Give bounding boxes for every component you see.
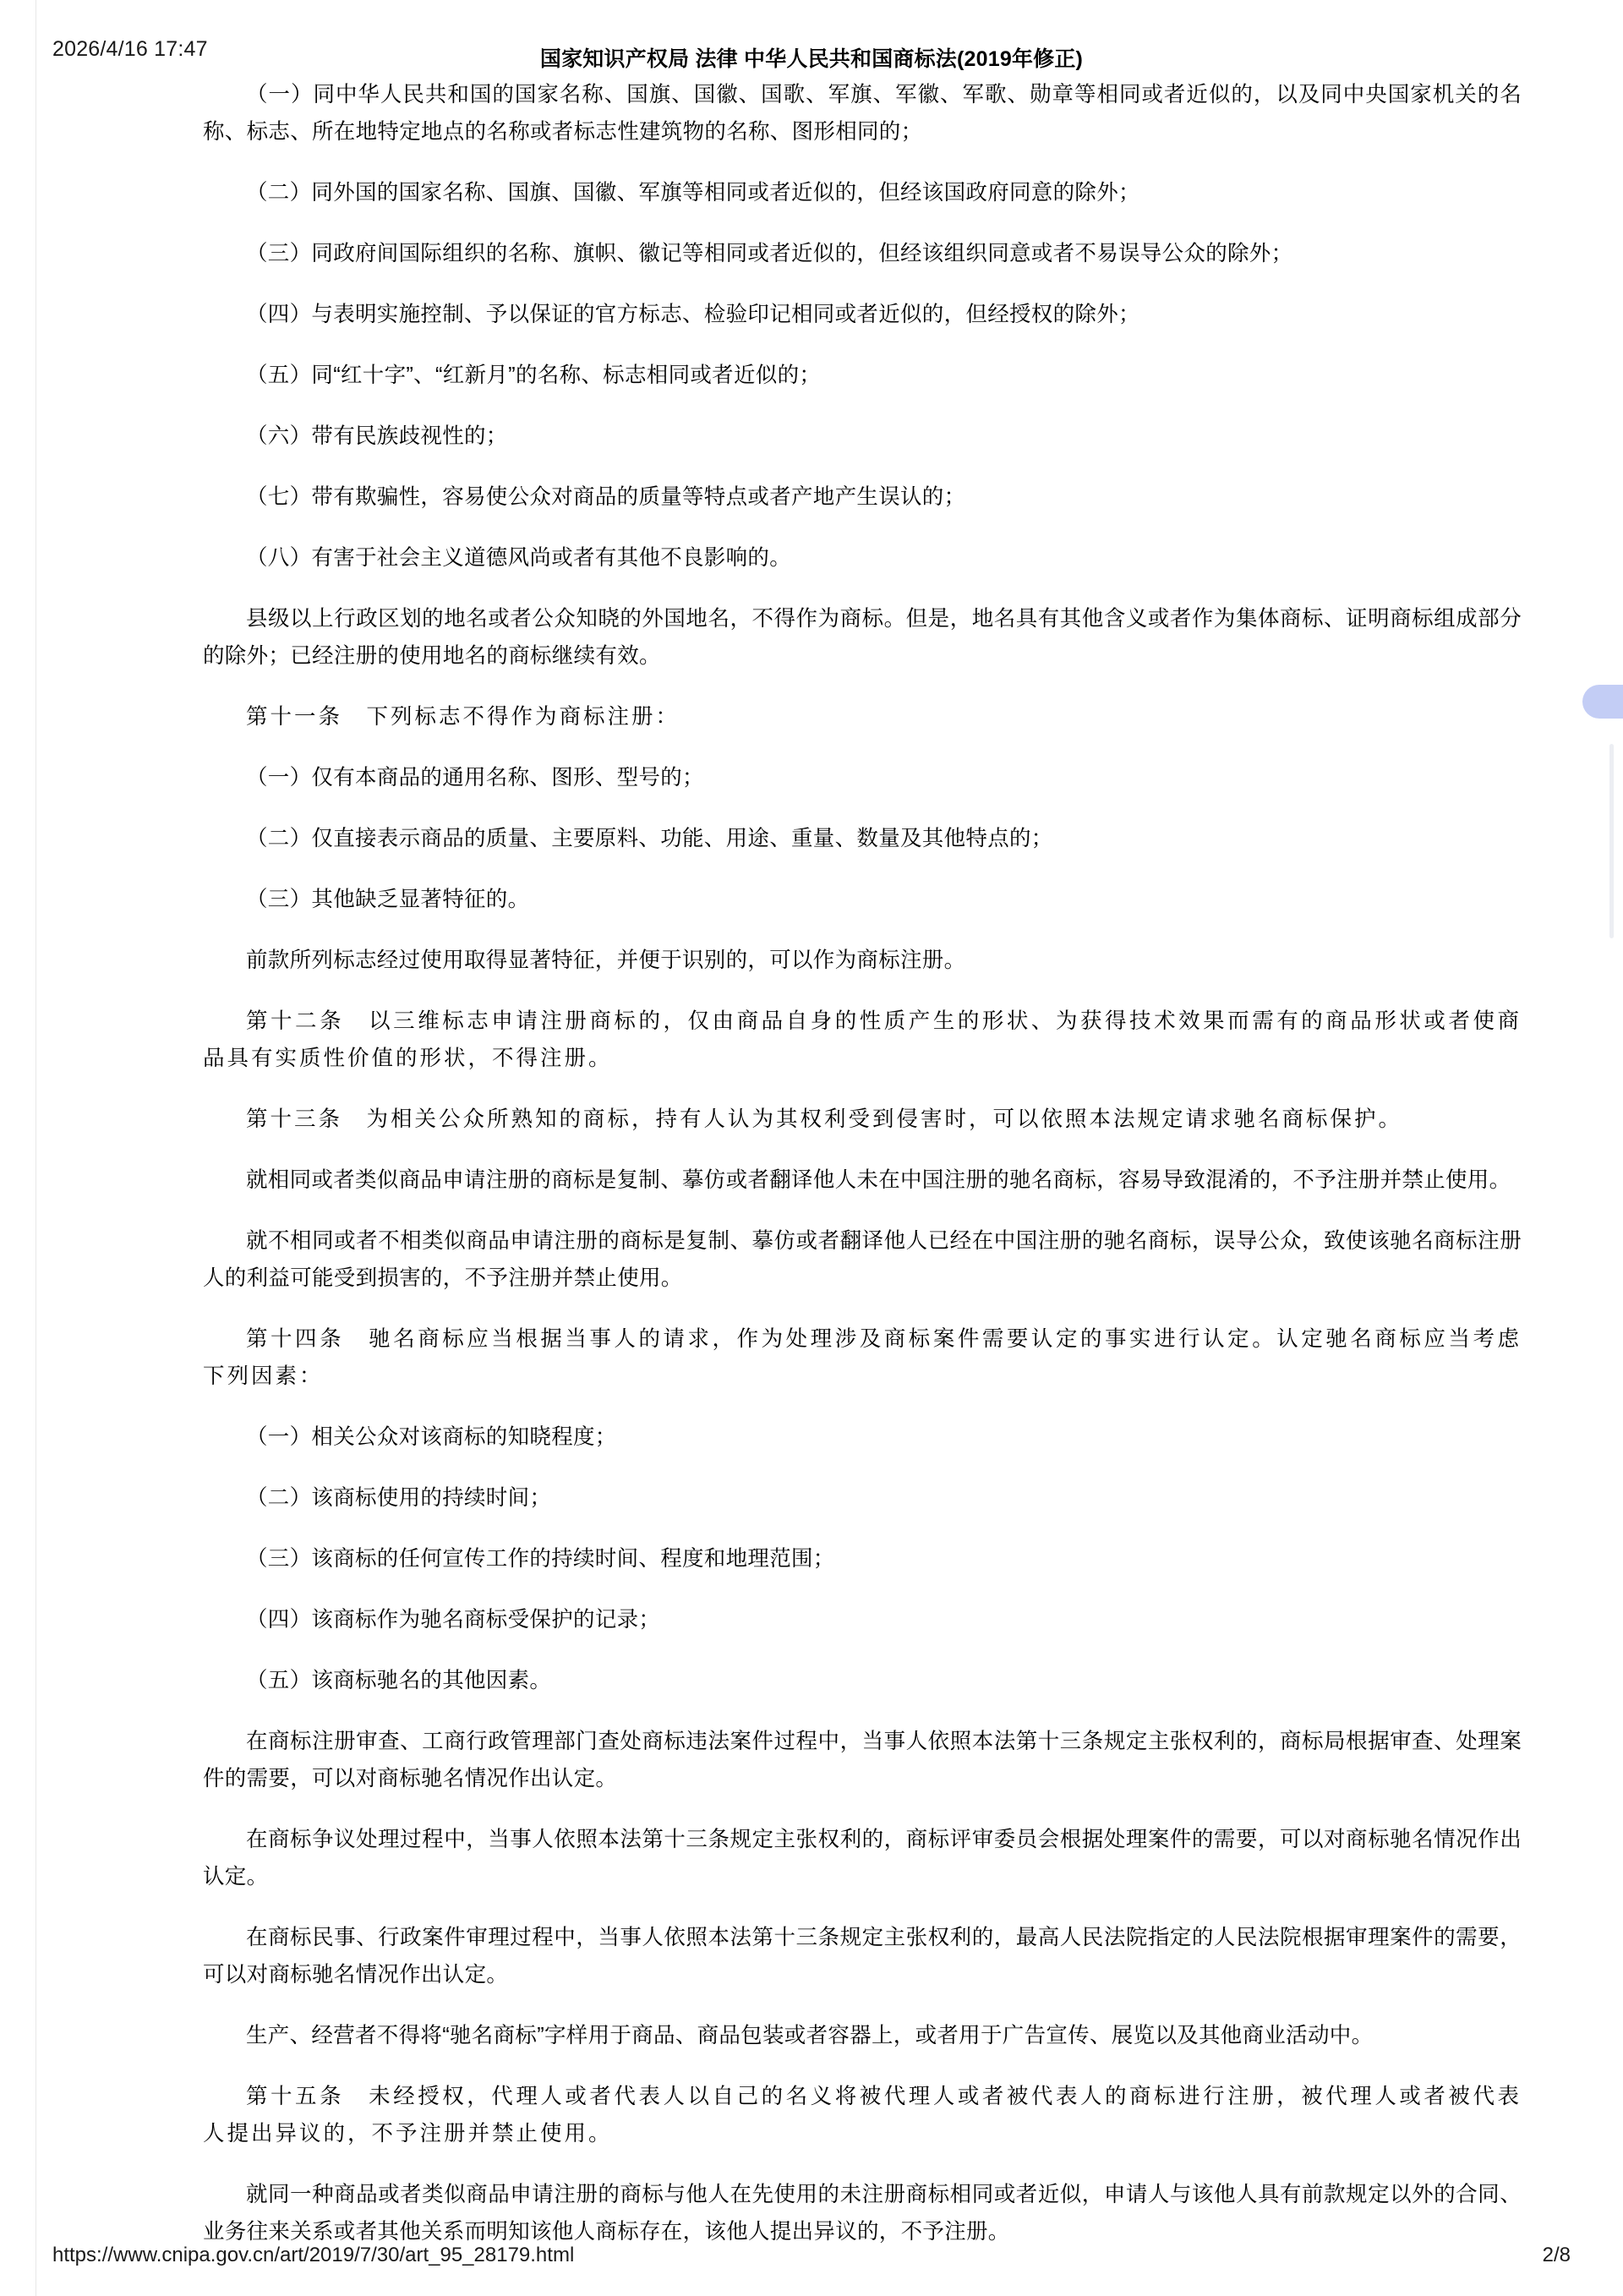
paragraph: （一）仅有本商品的通用名称、图形、型号的； [246, 766, 704, 790]
paragraph: （二）该商标使用的持续时间； [246, 1486, 552, 1510]
scrollbar-rail[interactable] [1609, 744, 1614, 938]
paragraph: （五）同“红十字”、“红新月”的名称、标志相同或者近似的； [246, 364, 822, 387]
paragraph: 在商标注册审查、工商行政管理部门查处商标违法案件过程中，当事人依照本法第十三条规定主张权利的，商标局根据审查、处理案件的需要，可以对商标驰名情况作出认定。 [203, 1730, 1522, 1790]
paragraph: 就不相同或者不相类似商品申请注册的商标是复制、摹仿或者翻译他人已经在中国注册的驰名商标，误导公众，致使该驰名商标注册人的利益可能受到损害的，不予注册并禁止使用。 [203, 1229, 1522, 1290]
article-heading: 第十一条 下列标志不得作为商标注册： [246, 705, 680, 729]
paragraph: （二）仅直接表示商品的质量、主要原料、功能、用途、重量、数量及其他特点的； [246, 827, 1053, 850]
paragraph: （一）相关公众对该商标的知晓程度； [246, 1425, 617, 1449]
article-heading: 第十五条 未经授权，代理人或者代表人以自己的名义将被代理人或者被代表人的商标进行注册，被代理人或者被代表人提出异议的，不予注册并禁止使用。 [203, 2085, 1522, 2146]
paragraph: （四）与表明实施控制、予以保证的官方标志、检验印记相同或者近似的，但经授权的除外； [246, 303, 1140, 326]
paragraph: 县级以上行政区划的地名或者公众知晓的外国地名，不得作为商标。但是，地名具有其他含义或者作为集体商标、证明商标组成部分的除外；已经注册的使用地名的商标继续有效。 [203, 607, 1522, 668]
source-url: https://www.cnipa.gov.cn/art/2019/7/30/art_95_28179.html [52, 2244, 575, 2266]
document-body [0, 66, 1623, 2250]
page-number: 2/8 [1542, 2244, 1571, 2266]
paragraph: 生产、经营者不得将“驰名商标”字样用于商品、商品包装或者容器上，或者用于广告宣传、展览以及其他商业活动中。 [246, 2024, 1374, 2047]
paragraph: （三）其他缺乏显著特征的。 [246, 888, 530, 911]
paragraph: （四）该商标作为驰名商标受保护的记录； [246, 1608, 661, 1632]
paragraph: （一）同中华人民共和国的国家名称、国旗、国徽、国歌、军旗、军徽、军歌、勋章等相同或者近似的，以及同中央国家机关的名称、标志、所在地特定地点的名称或者标志性建筑物的名称、图形相同的； [203, 83, 1522, 144]
scrollbar-thumb[interactable] [1582, 685, 1623, 719]
scrollbar[interactable] [1601, 0, 1623, 2296]
paragraph: （七）带有欺骗性，容易使公众对商品的质量等特点或者产地产生误认的； [246, 485, 966, 509]
paragraph: 就同一种商品或者类似商品申请注册的商标与他人在先使用的未注册商标相同或者近似，申请人与该他人具有前款规定以外的合同、业务往来关系或者其他关系而明知该他人商标存在，该他人提出异议的，不予注册。 [203, 2183, 1522, 2244]
paragraph: 在商标争议处理过程中，当事人依照本法第十三条规定主张权利的，商标评审委员会根据处理案件的需要，可以对商标驰名情况作出认定。 [203, 1828, 1522, 1889]
article-heading: 第十四条 驰名商标应当根据当事人的请求，作为处理涉及商标案件需要认定的事实进行认定。认定驰名商标应当考虑下列因素： [203, 1327, 1522, 1388]
article-heading: 第十三条 为相关公众所熟知的商标，持有人认为其权利受到侵害时，可以依照本法规定请求驰名商标保护。 [246, 1107, 1403, 1131]
paragraph: 就相同或者类似商品申请注册的商标是复制、摹仿或者翻译他人未在中国注册的驰名商标，容易导致混淆的，不予注册并禁止使用。 [246, 1168, 1511, 1192]
page-footer [0, 2240, 1623, 2274]
paragraph: 在商标民事、行政案件审理过程中，当事人依照本法第十三条规定主张权利的，最高人民法院指定的人民法院根据审理案件的需要，可以对商标驰名情况作出认定。 [203, 1926, 1522, 1987]
page-header [0, 0, 1623, 71]
paragraph: （二）同外国的国家名称、国旗、国徽、军旗等相同或者近似的，但经该国政府同意的除外； [246, 181, 1140, 205]
page-title: 国家知识产权局 法律 中华人民共和国商标法(2019年修正) [539, 47, 1084, 71]
paragraph: （三）该商标的任何宣传工作的持续时间、程度和地理范围； [246, 1547, 835, 1571]
article-heading: 第十二条 以三维标志申请注册商标的，仅由商品自身的性质产生的形状、为获得技术效果而需有的商品形状或者使商品具有实质性价值的形状，不得注册。 [203, 1009, 1522, 1070]
paragraph: （五）该商标驰名的其他因素。 [246, 1669, 552, 1692]
print-date: 2026/4/16 17:47 [52, 37, 208, 61]
paragraph: （六）带有民族歧视性的； [246, 424, 508, 448]
paragraph: 前款所列标志经过使用取得显著特征，并便于识别的，可以作为商标注册。 [246, 948, 966, 972]
paragraph: （三）同政府间国际组织的名称、旗帜、徽记等相同或者近似的，但经该组织同意或者不易误导公众的除外； [246, 242, 1293, 265]
paragraph: （八）有害于社会主义道德风尚或者有其他不良影响的。 [246, 546, 792, 570]
